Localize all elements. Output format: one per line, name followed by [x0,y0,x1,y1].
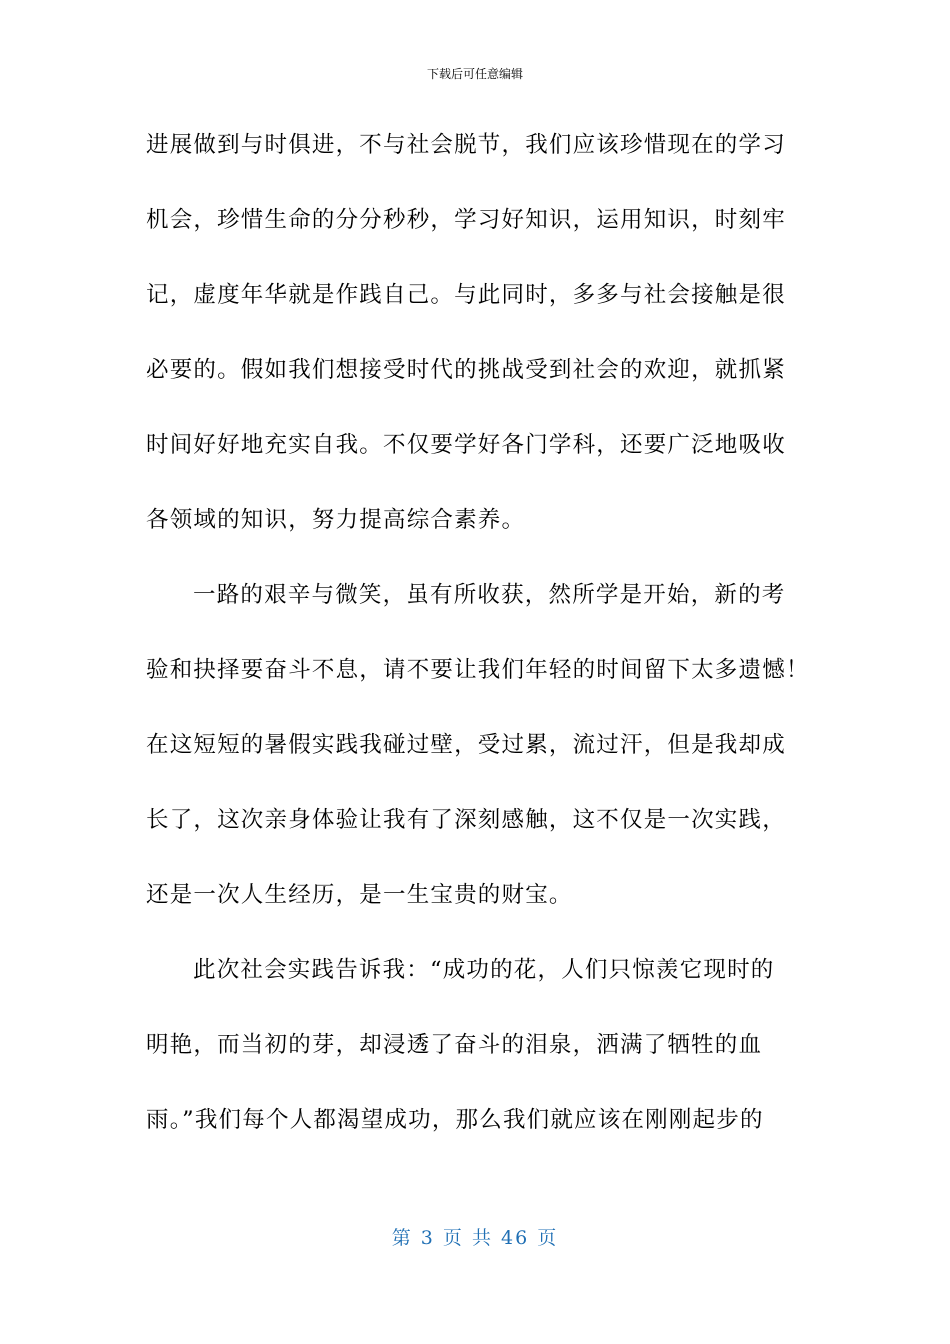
body-line: 长了，这次亲身体验让我有了深刻感触，这不仅是一次实践， [146,807,786,833]
footer-suffix: 页 [537,1227,559,1249]
body-line: 必要的。假如我们想接受时代的挑战受到社会的欢迎，就抓紧 [146,357,786,383]
body-line: 明艳，而当初的芽，却浸透了奋斗的泪泉，洒满了牺牲的血 [146,1032,763,1058]
footer-middle: 页 共 [442,1227,493,1249]
body-line: 时间好好地充实自我。不仅要学好各门学科，还要广泛地吸收 [146,432,786,458]
footer-prefix: 第 [391,1227,413,1249]
page-footer [0,1226,950,1250]
body-line: 记，虚度年华就是作践自己。与此同时，多多与社会接触是很 [146,282,786,308]
footer-page-number: 3 [420,1227,435,1249]
page-header-note: 下载后可任意编辑 [426,67,523,81]
body-line: 进展做到与时俱进，不与社会脱节，我们应该珍惜现在的学习 [146,132,786,158]
footer-total-pages: 46 [501,1227,530,1249]
body-line: 在这短短的暑假实践我碰过壁，受过累，流过汗，但是我却成 [146,732,786,758]
body-line-paragraph-start: 此次社会实践告诉我：“成功的花，人们只惊羡它现时的 [193,957,775,983]
body-line: 还是一次人生经历，是一生宝贵的财宝。 [146,882,573,908]
body-line-paragraph-start: 一路的艰辛与微笑，虽有所收获，然所学是开始，新的考 [193,582,786,608]
document-body [146,126,810,1176]
body-line: 雨。”我们每个人都渴望成功，那么我们就应该在刚刚起步的 [146,1107,764,1133]
body-line: 各领域的知识，努力提高综合素养。 [146,507,526,533]
body-line: 机会，珍惜生命的分分秒秒，学习好知识，运用知识，时刻牢 [146,207,786,233]
body-line: 验和抉择要奋斗不息，请不要让我们年轻的时间留下太多遗憾！ [146,657,810,683]
